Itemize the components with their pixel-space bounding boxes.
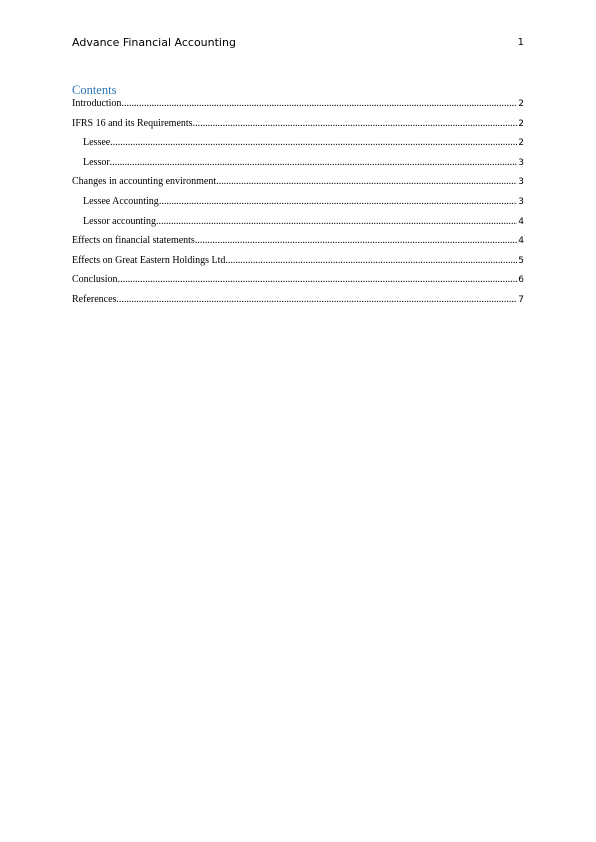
toc-entry-page: 3 bbox=[518, 177, 524, 188]
toc-entry-ifrs16-requirements[interactable] bbox=[72, 118, 524, 138]
toc-entry-page: 2 bbox=[518, 99, 524, 109]
toc-entry-page: 7 bbox=[518, 294, 524, 305]
toc-dot-leader bbox=[216, 176, 517, 187]
table-of-contents bbox=[72, 98, 524, 314]
toc-dot-leader bbox=[193, 118, 518, 129]
toc-entry-lessor[interactable] bbox=[72, 157, 524, 177]
toc-entry-changes-accounting-environment[interactable] bbox=[72, 176, 524, 196]
toc-entry-introduction[interactable] bbox=[72, 98, 524, 118]
toc-entry-lessor-accounting[interactable] bbox=[72, 216, 524, 236]
toc-dot-leader bbox=[116, 294, 517, 305]
toc-entry-lessee[interactable] bbox=[72, 137, 524, 157]
toc-entry-references[interactable] bbox=[72, 294, 524, 314]
toc-dot-leader bbox=[110, 137, 517, 148]
page-header bbox=[72, 36, 524, 52]
toc-dot-leader bbox=[118, 274, 518, 285]
document-title: Advance Financial Accounting bbox=[72, 36, 236, 49]
toc-entry-label: Conclusion bbox=[72, 274, 118, 286]
toc-entry-page: 5 bbox=[518, 255, 524, 266]
page-number: 1 bbox=[517, 37, 524, 48]
toc-entry-conclusion[interactable] bbox=[72, 274, 524, 294]
toc-dot-leader bbox=[225, 255, 517, 266]
toc-entry-label: Changes in accounting environment bbox=[72, 176, 217, 188]
toc-entry-label: Effects on Great Eastern Holdings Ltd bbox=[72, 254, 226, 266]
toc-entry-label: Lessor accounting bbox=[83, 215, 157, 227]
toc-entry-effects-financial-statements[interactable] bbox=[72, 235, 524, 255]
toc-entry-page: 2 bbox=[518, 118, 524, 129]
toc-entry-page: 2 bbox=[518, 138, 524, 149]
toc-entry-page: 3 bbox=[518, 157, 524, 168]
toc-entry-lessee-accounting[interactable] bbox=[72, 196, 524, 216]
toc-dot-leader bbox=[195, 235, 517, 246]
toc-entry-label: Lessor bbox=[83, 156, 110, 168]
toc-entry-page: 3 bbox=[518, 196, 524, 207]
toc-entry-label: Effects on financial statements bbox=[72, 235, 195, 247]
toc-dot-leader bbox=[159, 196, 517, 207]
toc-entry-label: IFRS 16 and its Requirements bbox=[72, 117, 193, 129]
toc-dot-leader bbox=[156, 216, 517, 227]
toc-entry-effects-great-eastern[interactable] bbox=[72, 255, 524, 275]
toc-entry-label: Introduction bbox=[72, 98, 122, 109]
toc-entry-page: 4 bbox=[518, 216, 524, 227]
toc-entry-page: 6 bbox=[518, 275, 524, 286]
toc-heading: Contents bbox=[72, 83, 117, 97]
toc-dot-leader bbox=[121, 98, 517, 109]
toc-entry-label: Lessee bbox=[83, 137, 111, 149]
toc-dot-leader bbox=[110, 157, 518, 168]
toc-entry-label: Lessee Accounting bbox=[83, 195, 159, 207]
toc-entry-label: References bbox=[72, 293, 117, 305]
toc-entry-page: 4 bbox=[518, 236, 524, 247]
